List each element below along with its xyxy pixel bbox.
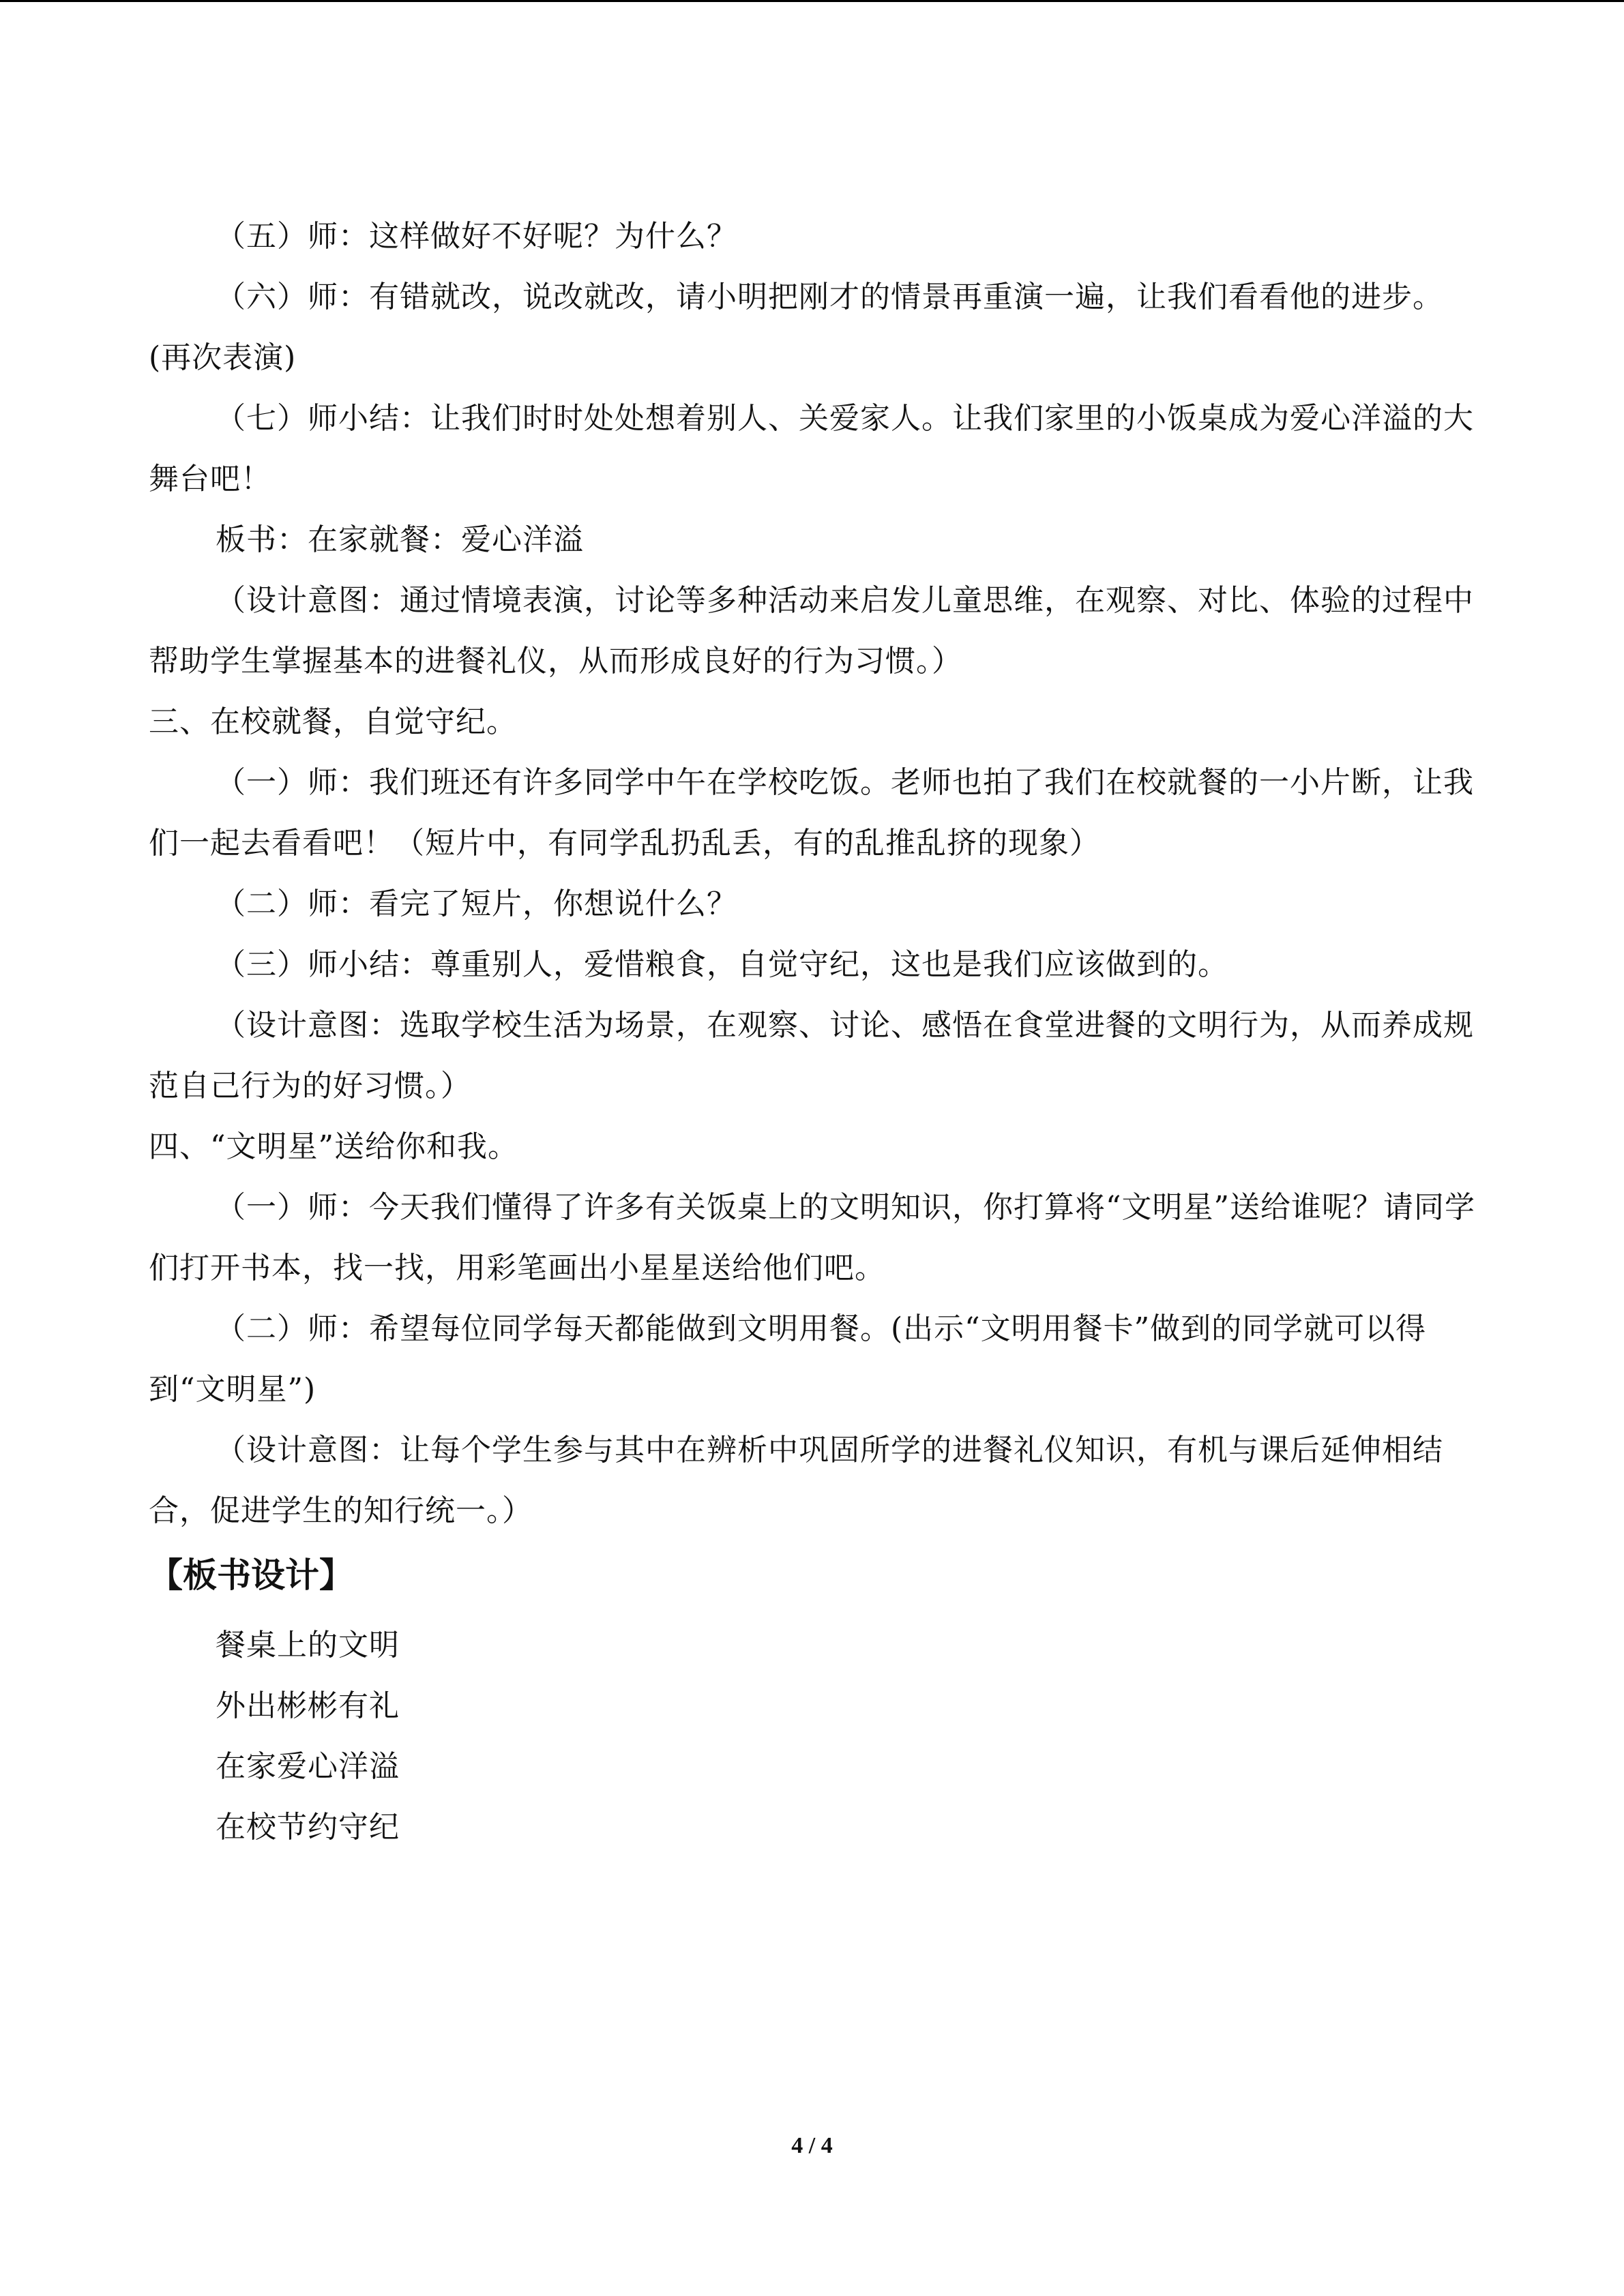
- board-line-title: 餐桌上的文明: [216, 1628, 400, 1663]
- document-body: [149, 206, 1479, 1858]
- board-design-list: [149, 1615, 1479, 1858]
- section-3-title: 三、在校就餐，自觉守纪。: [149, 704, 517, 739]
- board-design-heading: 【板书设计】: [149, 1555, 353, 1595]
- section-4-title: 四、“文明星”送给你和我。: [149, 1129, 518, 1164]
- paragraph-7-summary: （七）师小结：让我们时时处处想着别人、关爱家人。让我们家里的小饭桌成为爱心洋溢的大舞台吧！: [149, 401, 1474, 496]
- top-border-line: [0, 0, 1624, 2]
- board-line-school: 在校节约守纪: [216, 1810, 400, 1845]
- section-4-item-1: （一）师：今天我们懂得了许多有关饭桌上的文明知识，你打算将“文明星”送给谁呢？请同学们打开书本，找一找，用彩笔画出小星星送给他们吧。: [149, 1190, 1475, 1285]
- page-number: 4 / 4: [791, 2133, 833, 2158]
- board-line-outside: 外出彬彬有礼: [216, 1688, 400, 1723]
- section-3-summary: （三）师小结：尊重别人，爱惜粮食，自觉守纪，这也是我们应该做到的。: [216, 947, 1228, 982]
- section-3-item-1: （一）师：我们班还有许多同学中午在学校吃饭。老师也拍了我们在校就餐的一小片断，让我们一起去看看吧！（短片中，有同学乱扔乱丢，有的乱推乱挤的现象）: [149, 765, 1474, 861]
- board-note-home: 板书：在家就餐：爱心洋溢: [216, 522, 584, 557]
- board-line-home: 在家爱心洋溢: [216, 1749, 400, 1784]
- design-intent-3: （设计意图：让每个学生参与其中在辨析中巩固所学的进餐礼仪知识，有机与课后延伸相结合，促进学生的知行统一。）: [149, 1433, 1443, 1528]
- paragraph-6: （六）师：有错就改，说改就改，请小明把刚才的情景再重演一遍，让我们看看他的进步。(再次表演): [149, 280, 1443, 375]
- design-intent-1: （设计意图：通过情境表演，讨论等多种活动来启发儿童思维，在观察、对比、体验的过程中帮助学生掌握基本的进餐礼仪，从而形成良好的行为习惯。）: [149, 583, 1474, 679]
- section-3-item-2: （二）师：看完了短片，你想说什么？: [216, 886, 737, 921]
- design-intent-2: （设计意图：选取学校生活为场景，在观察、讨论、感悟在食堂进餐的文明行为，从而养成规范自己行为的好习惯。）: [149, 1008, 1474, 1103]
- paragraph-5: （五）师：这样做好不好呢？为什么？: [216, 219, 737, 254]
- section-4-item-2: （二）师：希望每位同学每天都能做到文明用餐。(出示“文明用餐卡”做到的同学就可以得到“文明星”): [149, 1311, 1427, 1407]
